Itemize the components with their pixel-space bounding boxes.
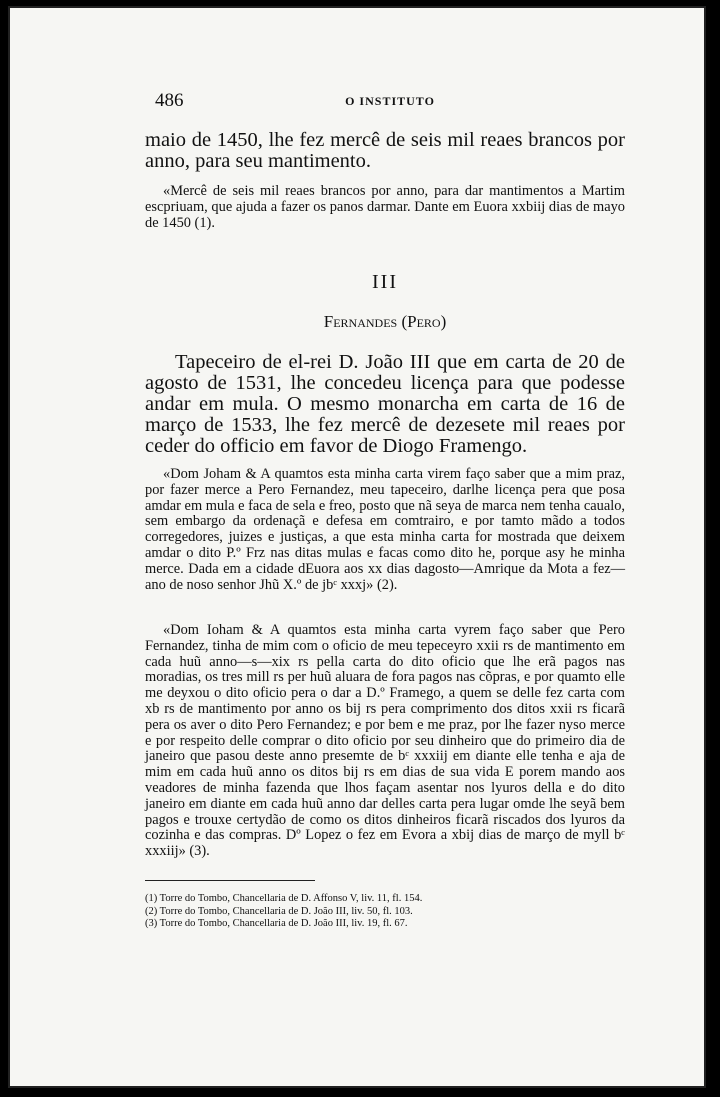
footnote-2: (2) Torre do Tombo, Chancellaria de D. João III, liv. 50, fl. 103.	[145, 905, 413, 917]
page-number: 486	[155, 90, 184, 111]
footnote-1: (1) Torre do Tombo, Chancellaria de D. Affonso V, liv. 11, fl. 154.	[145, 893, 423, 904]
running-title: O INSTITUTO	[345, 94, 435, 108]
opening-paragraph: maio de 1450, lhe fez mercê de seis mil reaes brancos por anno, para seu mantimento.	[145, 129, 625, 172]
footnote-rule	[145, 880, 315, 881]
running-head	[155, 90, 625, 112]
quote-merce-martim: «Mercê de seis mil reaes brancos por anno, para dar mantimentos a Martim escpriuam, que ajuda a fazer os panos darmar. Dante em Euora xxbiij dias de mayo de 1450 (1).	[145, 183, 625, 231]
footnote-3: (3) Torre do Tombo, Chancellaria de D. João III, liv. 19, fl. 67.	[145, 918, 408, 929]
quote-licenca-mula: «Dom Joham & A quamtos esta minha carta virem faço saber que a mim praz, por fazer merce a Pero Fernandez, meu tapeceiro, darlhe licença pera que posa amdar em mula e faca de sela e freo, posto que nã seya de marca nem tenha caualo, sem embargo da ordenaçã e defesa em comtrairo, e por tamto mãdo a todos corregedores, juizes e justiças, a que esta minha carta for mostrada que deixem amdar o dito P.º Frz nas ditas mulas e facas como dito he, porque asy he minha merce. Dada em a cidade dEuora aos xx dias dagosto—Amrique da Mota a fez—ano de noso senhor Jhũ X.º de ϳbᶜ xxxj» (2).	[145, 466, 625, 593]
section-number: III	[372, 271, 398, 293]
section-paragraph: Tapeceiro de el-rei D. João III que em carta de 20 de agosto de 1531, lhe concedeu licença para que podesse andar em mula. O mesmo monarcha em carta de 16 de março de 1533, lhe fez mercê de dezesete mil reaes por ceder do officio em favor de Diogo Framengo.	[145, 351, 625, 457]
footnotes	[145, 893, 625, 931]
section-title: Fernandes (Pero)	[323, 312, 447, 331]
quote-merce-mantimento: «Dom Ioham & A quamtos esta minha carta vyrem faço saber que Pero Fernandez, tinha de mim com o oficio de meu tepeceyro xxii rs de mantimento em cada huũ anno—s—xix rs pella carta do dito oficio que lhe erã pagos nas moradias, os tres mill rs per huũ aluara de fora pagos nas cõpras, e por quamto elle me deyxou o dito oficio pera o dar a D.º Framego, a quem se delle fez carta com xb rs de mantimento por anno os bij rs pera comprimento dos ditos xxii rs ficarã pera os aver o dito Pero Fernandez; e por bem e me praz, por lhe fazer nyso merce e por respeito delle comprar o dito oficio por seu dinheiro que do primeiro dia de janeiro que pasou deste anno presemte de bᶜ xxxiij em diante elle tenha e aja de mim em cada huũ anno os ditos bij rs em dias de sua vida E porem mando aos veadores de minha fazenda que lhos façam asentar nos lyuros della e do dito janeiro em diante em cada huũ anno dar delles carta pera lugar omde lhe seyã bem pagos e trouxe certydão de como os ditos dinheiros ficarã riscados dos lyuros da cozinha e das compras. Dº Lopez o fez em Evora a xbij dias de março de myll bᶜ xxxiij» (3).	[145, 622, 625, 860]
